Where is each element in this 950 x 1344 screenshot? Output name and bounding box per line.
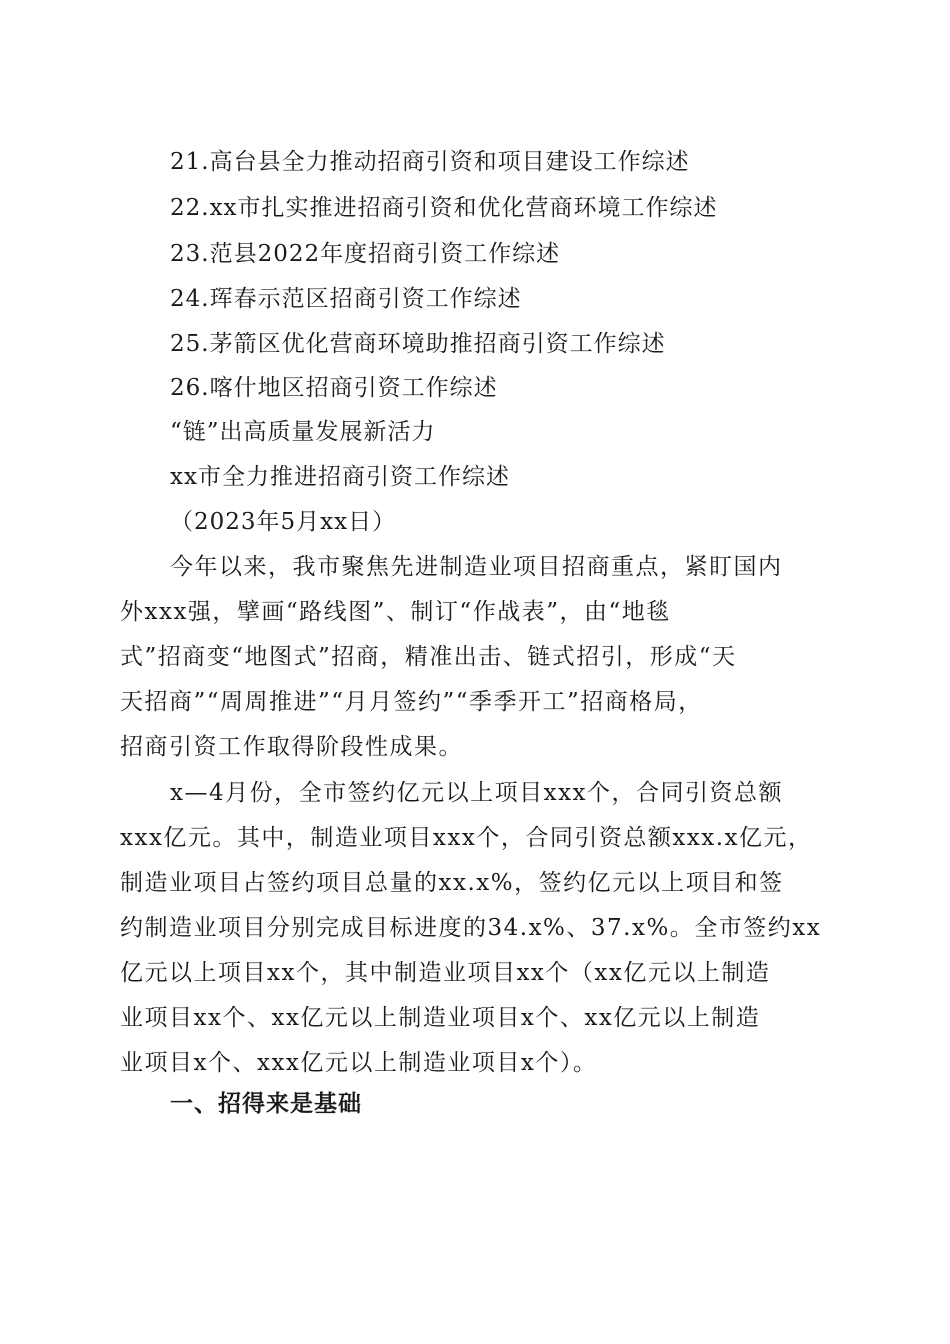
paragraph-line: 业项目x个、xxx亿元以上制造业项目x个）。 (120, 1050, 598, 1076)
paragraph-line: 约制造业项目分别完成目标进度的34.x%、37.x%。全市签约xx (120, 915, 822, 941)
paragraph-line: xxx亿元。其中，制造业项目xxx个，合同引资总额xxx.x亿元， (120, 825, 813, 851)
paragraph-line: x—4月份，全市签约亿元以上项目xxx个，合同引资总额 (170, 780, 784, 806)
toc-item-26: 26.喀什地区招商引资工作综述 (170, 375, 498, 401)
paragraph-line: 天招商”“周周推进”“月月签约”“季季开工”招商格局， (120, 689, 703, 715)
paragraph-line: 业项目xx个、xx亿元以上制造业项目x个、xx亿元以上制造 (120, 1005, 761, 1031)
toc-item-25: 25.茅箭区优化营商环境助推招商引资工作综述 (170, 331, 666, 357)
paragraph-line: 外xxx强，擘画“路线图”、制订“作战表”，由“地毯 (120, 599, 671, 625)
article-title: xx市全力推进招商引资工作综述 (170, 464, 510, 490)
paragraph-line: 制造业项目占签约项目总量的xx.x%，签约亿元以上项目和签 (120, 870, 784, 896)
toc-item-21: 21.高台县全力推动招商引资和项目建设工作综述 (170, 149, 690, 175)
article-subtitle: “链”出高质量发展新活力 (170, 419, 436, 445)
paragraph-line: 亿元以上项目xx个，其中制造业项目xx个（xx亿元以上制造 (120, 960, 771, 986)
toc-item-22: 22.xx市扎实推进招商引资和优化营商环境工作综述 (170, 195, 718, 221)
toc-item-23: 23.范县2022年度招商引资工作综述 (170, 241, 561, 267)
section-heading: 一、招得来是基础 (170, 1091, 362, 1117)
article-date: （2023年5月xx日） (170, 509, 397, 535)
paragraph-line: 招商引资工作取得阶段性成果。 (120, 734, 463, 760)
paragraph-line: 式”招商变“地图式”招商，精准出击、链式招引，形成“天 (120, 644, 737, 670)
paragraph-line: 今年以来，我市聚焦先进制造业项目招商重点，紧盯国内 (170, 554, 783, 580)
toc-item-24: 24.珲春示范区招商引资工作综述 (170, 286, 522, 312)
